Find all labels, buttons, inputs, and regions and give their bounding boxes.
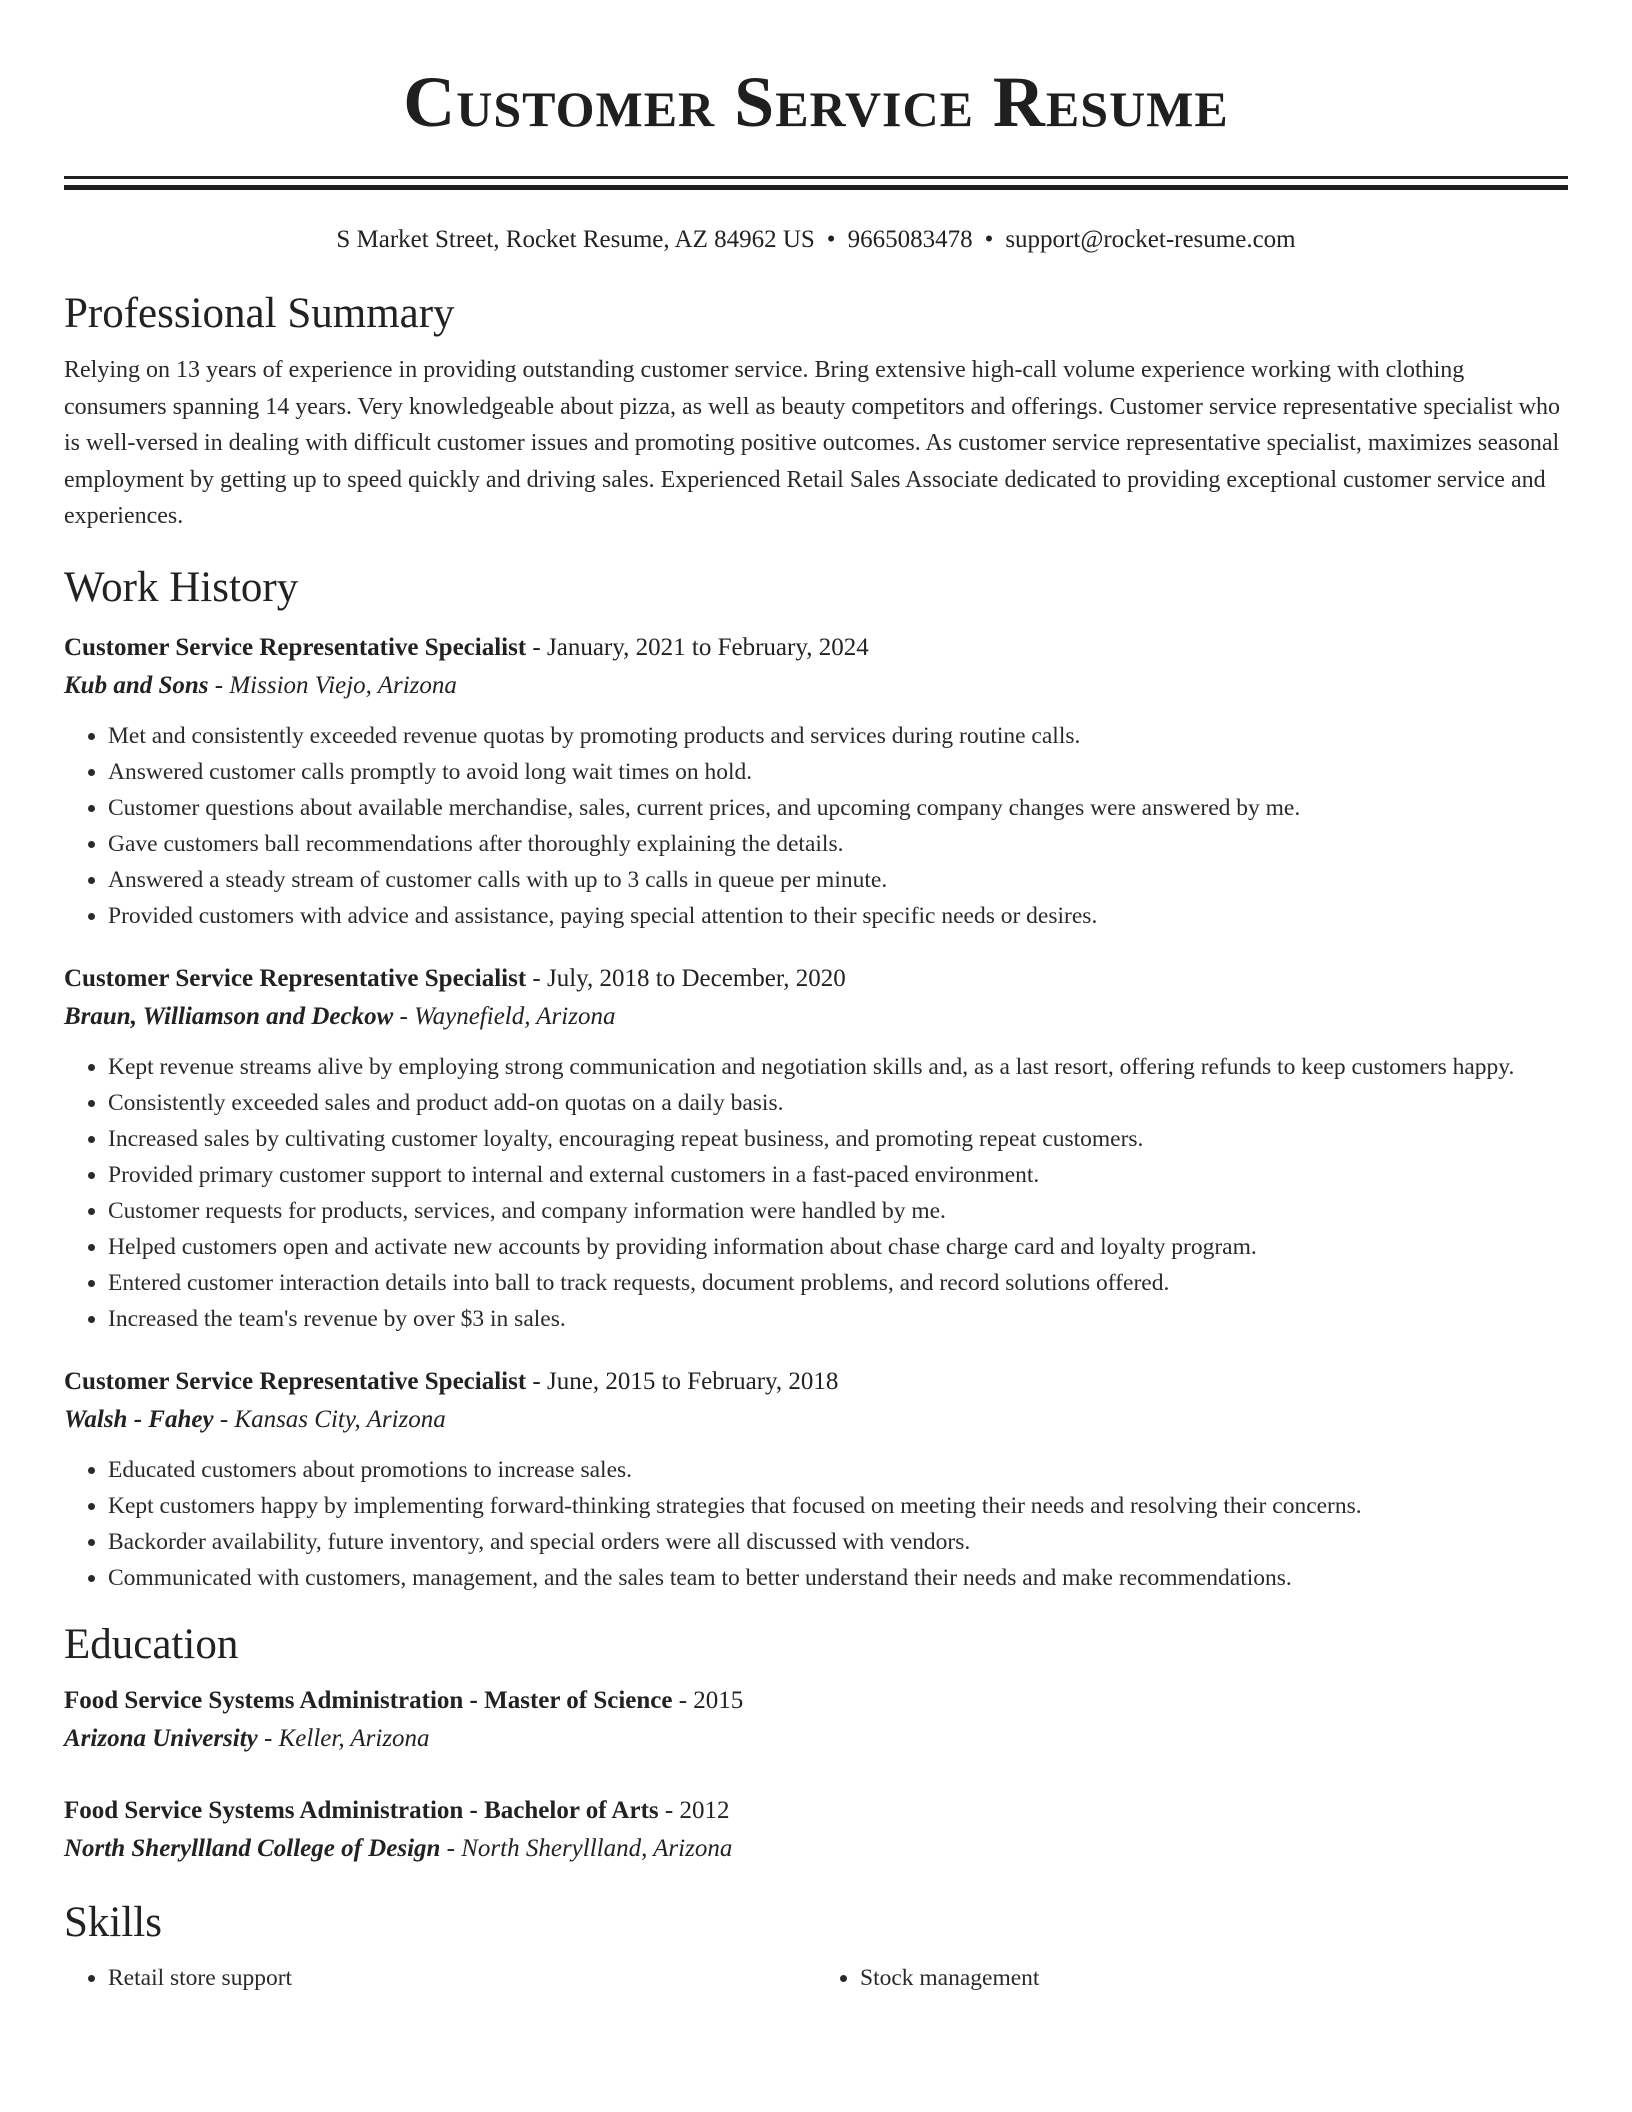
job-bullet: • Gave customers ball recommendations after thoroughly explaining the details. <box>108 826 1568 862</box>
job-company: Walsh - Fahey <box>64 1405 214 1433</box>
job-location: - Waynefield, Arizona <box>393 1002 616 1030</box>
job-bullets <box>64 1452 1568 1596</box>
skill-item: • Stock management <box>860 1960 1568 1996</box>
contact-separator: • <box>984 226 994 253</box>
contact-line <box>64 224 1568 256</box>
job-title: Customer Service Representative Specialist <box>64 1367 527 1395</box>
job-bullet: • Helped customers open and activate new accounts by providing information about chase charge card and loyalty program. <box>108 1229 1568 1265</box>
education-entry <box>64 1682 1568 1758</box>
job-entry <box>64 1363 1568 1596</box>
job-bullet: • Provided customers with advice and assistance, paying special attention to their specific needs or desires. <box>108 898 1568 934</box>
job-org-line <box>64 1401 1568 1439</box>
education-heading: Education <box>64 1620 239 1668</box>
degree-line <box>64 1792 1568 1830</box>
degree: Food Service Systems Administration - Bachelor of Arts <box>64 1796 659 1824</box>
job-org-line <box>64 667 1568 705</box>
skills-grid <box>64 1960 1568 1996</box>
job-location: - Kansas City, Arizona <box>213 1405 446 1433</box>
job-company: Kub and Sons <box>64 671 209 699</box>
job-dates: - January, 2021 to February, 2024 <box>526 633 869 661</box>
contact-email: support@rocket-resume.com <box>1005 226 1296 253</box>
job-bullet: • Provided primary customer support to internal and external customers in a fast-paced environment. <box>108 1157 1568 1193</box>
job-location: - Mission Viejo, Arizona <box>208 671 457 699</box>
job-bullet: • Consistently exceeded sales and product add-on quotas on a daily basis. <box>108 1085 1568 1121</box>
job-company: Braun, Williamson and Deckow <box>64 1002 394 1030</box>
school-line <box>64 1830 1568 1868</box>
job-title: Customer Service Representative Specialist <box>64 964 527 992</box>
skills-column-left <box>64 1960 816 1996</box>
job-bullet: • Educated customers about promotions to increase sales. <box>108 1452 1568 1488</box>
summary-heading: Professional Summary <box>64 290 455 337</box>
job-bullet: • Communicated with customers, management, and the sales team to better understand their needs and make recommendations. <box>108 1560 1568 1596</box>
job-bullet: • Customer requests for products, services, and company information were handled by me. <box>108 1193 1568 1229</box>
job-bullet: • Increased sales by cultivating customer loyalty, encouraging repeat business, and promoting repeat customers. <box>108 1121 1568 1157</box>
job-title-line <box>64 629 1568 667</box>
job-bullet: • Answered a steady stream of customer calls with up to 3 calls in queue per minute. <box>108 862 1568 898</box>
school-location: - Keller, Arizona <box>257 1724 430 1752</box>
work-history-heading: Work History <box>64 563 299 611</box>
title-rule-thick <box>64 185 1568 190</box>
education-entry <box>64 1792 1568 1868</box>
school: Arizona University <box>64 1724 258 1752</box>
job-dates: - July, 2018 to December, 2020 <box>526 964 846 992</box>
job-bullet: • Backorder availability, future inventory, and special orders were all discussed with vendors. <box>108 1524 1568 1560</box>
contact-address: S Market Street, Rocket Resume, AZ 84962 US <box>336 226 815 253</box>
school: North Sheryllland College of Design <box>64 1834 441 1862</box>
job-bullets <box>64 718 1568 934</box>
title-rule-thin <box>64 176 1568 179</box>
school-location: - North Sheryllland, Arizona <box>440 1834 733 1862</box>
job-bullet: • Entered customer interaction details into ball to track requests, document problems, and record solutions offered. <box>108 1265 1568 1301</box>
job-bullets <box>64 1049 1568 1337</box>
summary-text: Relying on 13 years of experience in providing outstanding customer service. Bring extensive high-call volume experience working with clothing consumers spanning 14 years. Very knowledgeable about pizza, as well as beauty competitors and offerings. Customer service representative specialist who is well-versed in dealing with difficult customer issues and promoting positive outcomes. As customer service representative specialist, maximizes seasonal employment by getting up to speed quickly and driving sales. Experienced Retail Sales Associate dedicated to providing exceptional customer service and experiences. <box>64 357 1561 529</box>
skills-list <box>64 1960 816 1996</box>
job-bullet: • Answered customer calls promptly to avoid long wait times on hold. <box>108 754 1568 790</box>
job-bullet: • Kept customers happy by implementing forward-thinking strategies that focused on meeting their needs and resolving their concerns. <box>108 1488 1568 1524</box>
job-title: Customer Service Representative Specialist <box>64 633 527 661</box>
job-bullet: • Met and consistently exceeded revenue quotas by promoting products and services during routine calls. <box>108 718 1568 754</box>
degree-line <box>64 1682 1568 1720</box>
school-line <box>64 1720 1568 1758</box>
job-org-line <box>64 998 1568 1036</box>
job-bullet: • Increased the team's revenue by over $3 in sales. <box>108 1301 1568 1337</box>
job-title-line <box>64 960 1568 998</box>
degree: Food Service Systems Administration - Master of Science <box>64 1686 673 1714</box>
job-title-line <box>64 1363 1568 1401</box>
job-bullet: • Customer questions about available merchandise, sales, current prices, and upcoming company changes were answered by me. <box>108 790 1568 826</box>
job-entry <box>64 960 1568 1337</box>
degree-year: - 2015 <box>672 1686 744 1714</box>
skill-item: • Retail store support <box>108 1960 816 1996</box>
contact-phone: 9665083478 <box>847 226 973 253</box>
contact-separator: • <box>826 226 836 253</box>
skills-column-right <box>816 1960 1568 1996</box>
resume-title: Customer Service Resume <box>403 62 1229 142</box>
job-entry <box>64 629 1568 934</box>
job-dates: - June, 2015 to February, 2018 <box>526 1367 839 1395</box>
skills-heading: Skills <box>64 1898 162 1946</box>
degree-year: - 2012 <box>658 1796 730 1824</box>
job-bullet: • Kept revenue streams alive by employing strong communication and negotiation skills and, as a last resort, offering refunds to keep customers happy. <box>108 1049 1568 1085</box>
skills-list <box>816 1960 1568 1996</box>
